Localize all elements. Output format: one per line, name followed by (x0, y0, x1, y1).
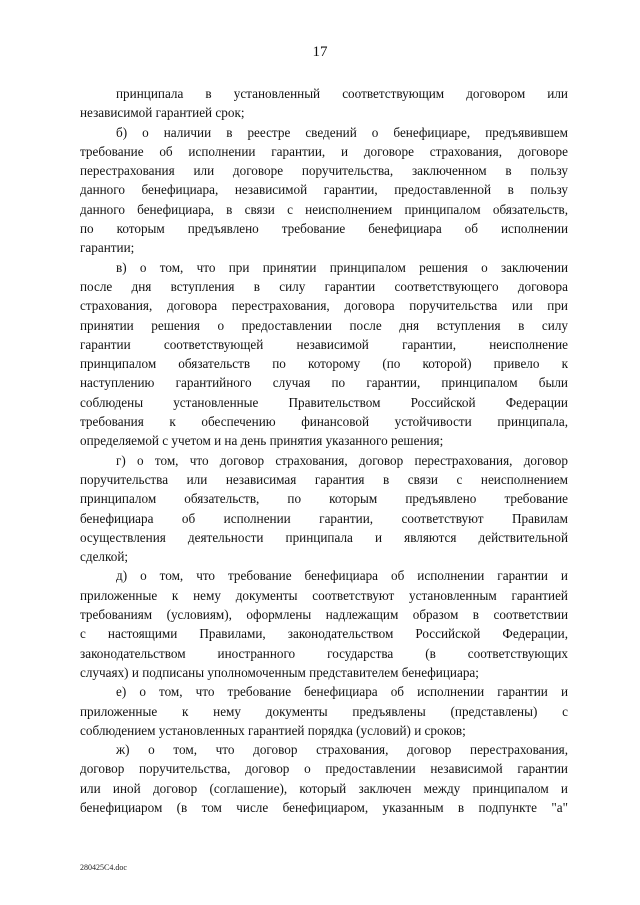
paragraph (80, 123, 568, 258)
text-line: соблюдены установленные Правительством Российской Федерации (80, 394, 568, 410)
text-line: наступлению гарантийного случая по гарантии, принципалом были (80, 375, 568, 391)
text-line: определяемой с учетом и на день принятия указанного решения; (80, 433, 444, 449)
paragraph (80, 566, 568, 682)
text-line: требование об исполнении гарантии, и договоре страхования, договоре (80, 143, 568, 159)
text-line: или иной договор (соглашение), который заключен между принципалом и (80, 780, 568, 796)
paragraph (80, 258, 568, 451)
text-line: договор поручительства, договор о предоставлении независимой гарантии (80, 761, 568, 777)
page-number: 17 (312, 44, 328, 60)
text-line: перестрахования или договоре поручительства, заключенном в пользу (80, 163, 568, 179)
text-line: осуществления деятельности принципала и являются действительной (80, 529, 568, 545)
text-line: после дня вступления в силу гарантии соответствующего договора (80, 278, 568, 294)
text-line: страхования, договора перестрахования, договора поручительства или при (80, 298, 568, 314)
paragraph (80, 682, 568, 740)
text-line: бенефициара об исполнении гарантии, соответствуют Правилам (80, 510, 568, 526)
text-line: приложенные к нему документы предъявлены (представлены) с (80, 703, 568, 719)
text-line: гарантии; (80, 240, 135, 256)
document-file-code: 280425C4.doc (80, 863, 127, 872)
text-line: случаях) и подписаны уполномоченным представителем бенефициара; (80, 664, 479, 680)
text-line: сделкой; (80, 549, 129, 565)
text-line: независимой гарантией срок; (80, 105, 245, 121)
document-body (80, 84, 568, 817)
paragraph (80, 740, 568, 817)
text-line: по которым предъявлено требование бенефициара об исполнении (80, 221, 568, 237)
text-line: соблюдением установленных гарантией порядка (условий) и сроков; (80, 722, 466, 738)
text-line: е) о том, что требование бенефициара об исполнении гарантии и (116, 684, 568, 700)
text-line: требования к обеспечению финансовой устойчивости принципала, (80, 414, 568, 430)
text-line: с настоящими Правилами, законодательством Российской Федерации, (80, 626, 568, 642)
text-line: законодательством иностранного государства (в соответствующих (80, 645, 568, 661)
text-line: гарантии соответствующей независимой гарантии, неисполнение (80, 336, 568, 352)
text-line: г) о том, что договор страхования, договор перестрахования, договор (116, 452, 568, 468)
text-line: данного бенефициара, в связи с неисполнением принципалом обязательств, (80, 201, 568, 217)
text-line: требованиям (условиям), оформлены надлежащим образом в соответствии (80, 607, 568, 623)
text-line: приложенные к нему документы соответствуют установленным гарантией (80, 587, 568, 603)
text-line: принципалом обязательств по которому (по которой) привело к (80, 356, 568, 372)
text-line: д) о том, что требование бенефициара об исполнении гарантии и (116, 568, 568, 584)
text-line: поручительства или независимая гарантия в связи с неисполнением (80, 471, 568, 487)
paragraph (80, 84, 568, 123)
text-line: принципала в установленный соответствующим договором или (116, 86, 568, 101)
text-line: б) о наличии в реестре сведений о бенефициаре, предъявившем (116, 124, 568, 140)
text-line: принципалом обязательств, по которым предъявлено требование (80, 491, 568, 507)
text-line: бенефициаром (в том числе бенефициаром, указанным в подпункте "а" (80, 799, 568, 815)
paragraph (80, 451, 568, 567)
text-line: ж) о том, что договор страхования, договор перестрахования, (116, 742, 568, 758)
text-line: принятии решения о предоставлении после дня вступления в силу (80, 317, 568, 333)
text-line: в) о том, что при принятии принципалом решения о заключении (116, 259, 568, 275)
text-line: данного бенефициара, независимой гарантии, предоставленной в пользу (80, 182, 568, 198)
